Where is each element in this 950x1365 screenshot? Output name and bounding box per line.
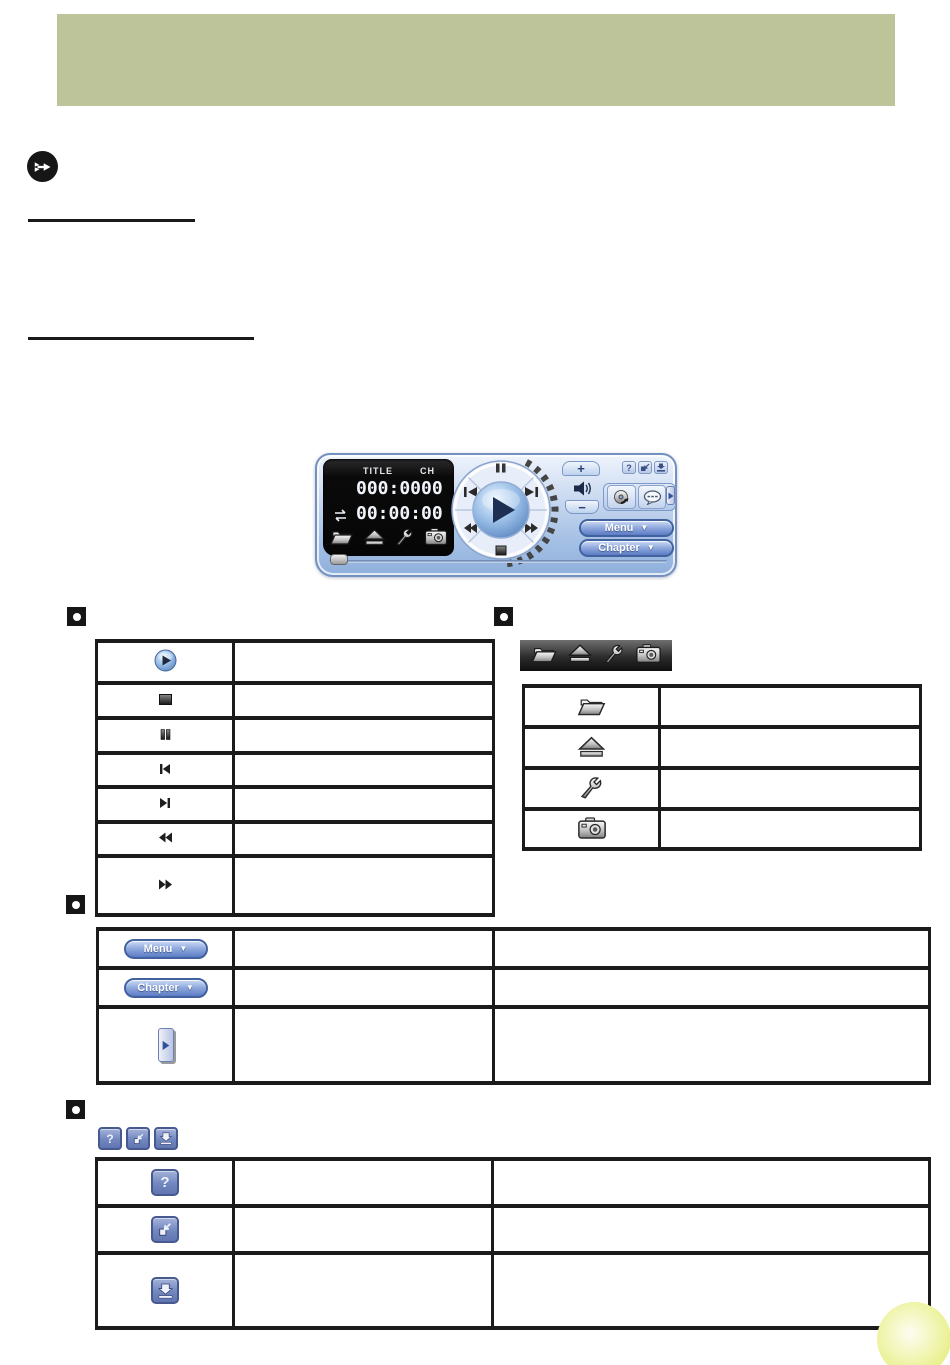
description-cell <box>234 683 494 718</box>
tools-table <box>522 684 922 851</box>
table-row <box>98 968 930 1007</box>
mini-mode-button <box>154 1127 178 1150</box>
chevron-down-icon: ▼ <box>185 982 194 992</box>
help-icon: ? <box>106 1131 114 1146</box>
chapter-button-label: Chapter <box>137 981 179 994</box>
plus-label: + <box>577 461 585 476</box>
table-row <box>524 768 921 809</box>
description-cell <box>660 768 921 809</box>
notes-cell <box>494 968 930 1007</box>
speaker-icon <box>573 480 593 502</box>
open-folder-icon <box>530 643 558 669</box>
chapter-button-label: Chapter <box>598 542 640 554</box>
description-cell <box>234 968 494 1007</box>
menu-button[interactable] <box>579 519 674 537</box>
time-counter: 00:00:00 <box>356 503 443 524</box>
description-cell <box>234 1007 494 1083</box>
minimize-icon <box>640 463 650 472</box>
notes-cell <box>493 1206 930 1253</box>
stop-icon[interactable] <box>496 546 506 555</box>
menu-button-label: Menu <box>604 522 634 534</box>
pause-icon <box>160 729 171 740</box>
minimize-button <box>126 1127 150 1150</box>
description-cell <box>234 1206 493 1253</box>
table-row <box>524 727 921 768</box>
open-folder-icon <box>576 694 607 717</box>
help-button <box>151 1169 179 1196</box>
rewind-icon <box>158 832 173 843</box>
table-row <box>524 686 921 727</box>
display-toolbar-illustration <box>520 640 672 671</box>
table-row <box>97 683 494 718</box>
help-icon-cell <box>97 1159 234 1206</box>
previous-icon-cell <box>97 753 234 787</box>
control-pad <box>443 454 559 575</box>
section-heading-underline <box>28 337 254 340</box>
open-folder-icon[interactable] <box>329 527 354 551</box>
minimize-button <box>151 1216 179 1243</box>
description-cell <box>660 727 921 768</box>
description-cell <box>234 753 494 787</box>
channel-label: CH <box>420 466 435 476</box>
open-folder-icon-cell <box>524 686 660 727</box>
minus-label: − <box>578 499 586 515</box>
description-cell <box>234 822 494 856</box>
table-row <box>97 1253 930 1328</box>
settings-wrench-icon[interactable] <box>394 527 415 551</box>
fast-forward-icon-cell <box>97 856 234 915</box>
eject-icon <box>567 643 593 668</box>
window-buttons-table <box>95 1157 931 1330</box>
repeat-icon <box>332 509 349 527</box>
table-row <box>524 809 921 849</box>
next-icon <box>159 797 171 809</box>
table-row <box>97 753 494 787</box>
description-cell <box>234 1159 493 1206</box>
minimize-icon-cell <box>97 1206 234 1253</box>
chapter-button <box>124 978 208 998</box>
table-row <box>97 856 494 915</box>
settings-wrench-icon-cell <box>524 768 660 809</box>
chapter-button-cell <box>98 968 234 1007</box>
menu-button-cell <box>98 929 234 968</box>
expand-panel-button <box>158 1028 174 1062</box>
table-row <box>97 787 494 822</box>
next-icon-cell <box>97 787 234 822</box>
rewind-icon-cell <box>97 822 234 856</box>
help-button[interactable] <box>622 461 636 474</box>
settings-wrench-icon <box>602 643 626 669</box>
mini-mode-icon <box>157 1283 174 1299</box>
mini-mode-icon-cell <box>97 1253 234 1328</box>
subtitle-bubble-icon <box>643 490 662 505</box>
description-cell <box>234 718 494 753</box>
capture-camera-icon-cell <box>524 809 660 849</box>
previous-icon <box>159 763 171 775</box>
mini-mode-button <box>151 1277 179 1304</box>
description-cell <box>234 929 494 968</box>
eject-icon <box>577 735 606 758</box>
dvd-player-panel <box>315 453 677 577</box>
table-row <box>97 718 494 753</box>
section-bullet <box>66 895 85 914</box>
chevron-down-icon: ▼ <box>646 543 655 552</box>
expand-arrow-cell <box>98 1007 234 1083</box>
volume-up-button[interactable] <box>562 461 600 476</box>
seek-slider-track[interactable] <box>329 560 667 563</box>
chapter-header-band <box>57 14 895 106</box>
notes-cell <box>493 1253 930 1328</box>
menu-button <box>124 939 208 959</box>
expand-arrow-icon <box>668 492 674 500</box>
eject-icon[interactable] <box>363 528 386 551</box>
notes-cell <box>494 929 930 968</box>
volume-down-button[interactable] <box>565 500 599 514</box>
disc-icon <box>613 489 631 505</box>
display-toolbar <box>329 527 448 551</box>
capture-camera-icon <box>635 643 662 669</box>
fast-forward-icon <box>158 879 173 890</box>
help-button <box>98 1127 122 1150</box>
minimize-button[interactable] <box>638 461 652 474</box>
title-label: TITLE <box>363 466 393 476</box>
table-row <box>97 1159 930 1206</box>
title-chapter-counter: 000:0000 <box>356 478 443 499</box>
section-bullet <box>67 607 86 626</box>
page-number-circle <box>877 1302 950 1365</box>
section-heading-underline <box>28 219 195 222</box>
window-buttons-illustration <box>98 1127 178 1150</box>
chevron-down-icon: ▼ <box>179 943 188 953</box>
table-row <box>98 1007 930 1083</box>
description-cell <box>234 1253 493 1328</box>
help-icon: ? <box>160 1174 170 1191</box>
expand-arrow-icon <box>162 1040 170 1051</box>
playback-buttons-table <box>95 639 495 917</box>
subtitle-button[interactable] <box>638 485 666 509</box>
minimize-icon <box>132 1133 145 1145</box>
play-icon-cell <box>97 641 234 683</box>
note-arrow-icon <box>27 151 58 182</box>
play-icon <box>154 649 177 672</box>
chevron-down-icon: ▼ <box>640 523 649 532</box>
stop-icon-cell <box>97 683 234 718</box>
chapter-button[interactable] <box>579 539 674 557</box>
menu-buttons-table <box>96 927 931 1085</box>
mini-mode-button[interactable] <box>654 461 668 474</box>
lcd-display <box>323 459 454 556</box>
notes-cell <box>494 1007 930 1083</box>
settings-wrench-icon <box>578 775 605 799</box>
seek-slider-thumb[interactable] <box>330 554 348 565</box>
eject-icon-cell <box>524 727 660 768</box>
help-icon: ? <box>626 462 632 473</box>
section-bullet <box>66 1100 85 1119</box>
description-cell <box>660 809 921 849</box>
description-cell <box>234 856 494 915</box>
table-row <box>97 641 494 683</box>
table-row <box>98 929 930 968</box>
menu-button-label: Menu <box>143 942 173 955</box>
mini-mode-icon <box>159 1132 173 1145</box>
audio-disc-button[interactable] <box>607 485 636 509</box>
pause-icon-cell <box>97 718 234 753</box>
table-row <box>97 822 494 856</box>
stop-icon <box>159 694 172 705</box>
expand-panel-button[interactable] <box>666 486 675 505</box>
table-row <box>97 1206 930 1253</box>
notes-cell <box>493 1159 930 1206</box>
mini-mode-icon <box>656 463 666 472</box>
description-cell <box>660 686 921 727</box>
minimize-icon <box>157 1222 173 1237</box>
section-bullet <box>494 607 513 626</box>
description-cell <box>234 641 494 683</box>
capture-camera-icon <box>577 816 607 840</box>
description-cell <box>234 787 494 822</box>
